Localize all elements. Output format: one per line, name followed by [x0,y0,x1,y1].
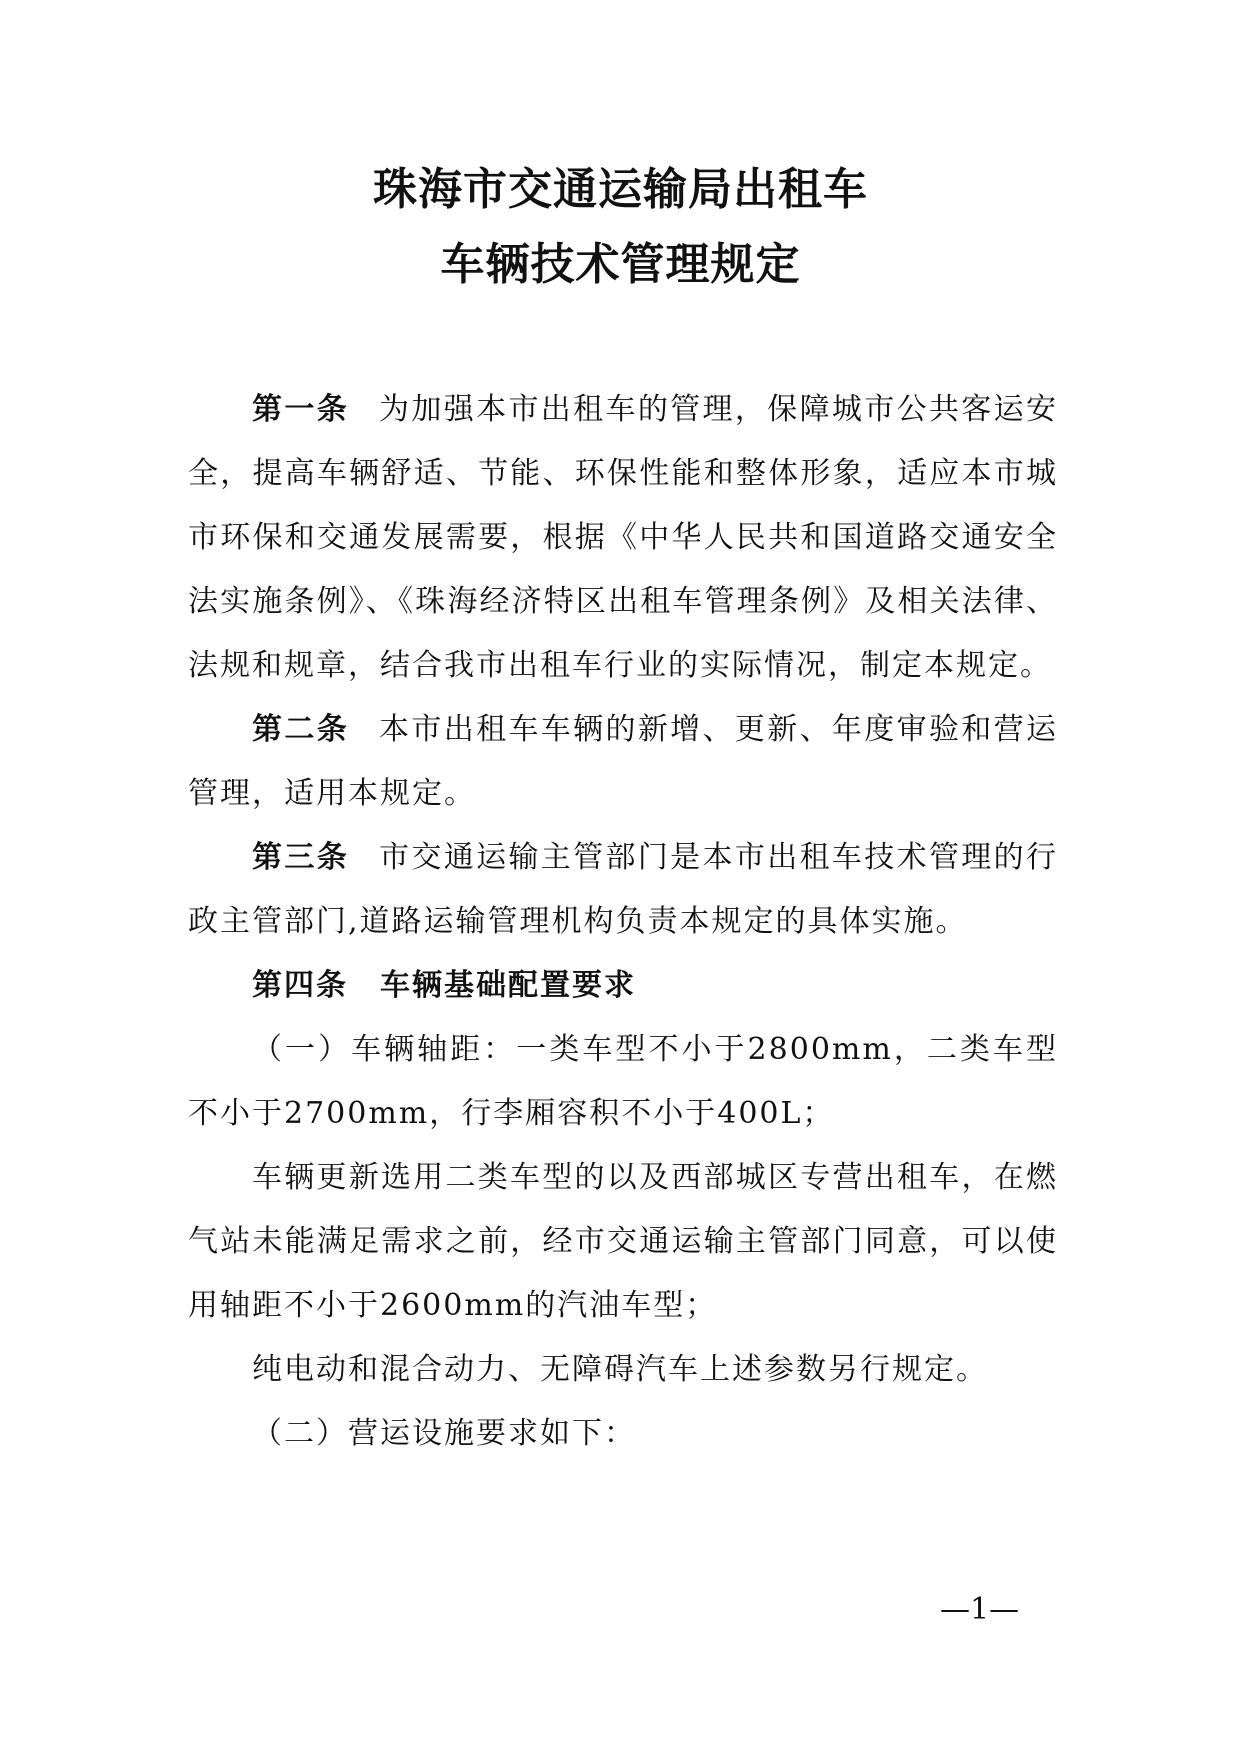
article-2-text: 本市出租车车辆的新增、更新、年度审验和营运管理，适用本规定。 [188,712,1059,811]
article-4-item-2: （二）营运设施要求如下： [252,1416,636,1451]
article-3 [188,826,1058,954]
article-1 [188,378,1058,698]
document-body [188,378,1058,1466]
article-3-text: 市交通运输主管部门是本市出租车技术管理的行政主管部门,道路运输管理机构负责本规定的具体实施。 [188,840,1059,939]
document-title-line-1: 珠海市交通运输局出租车 [373,164,868,215]
article-4-heading: 第四条 车辆基础配置要求 [252,968,636,1003]
article-3-heading: 第三条 [252,840,350,875]
document-title-line-2: 车辆技术管理规定 [440,239,801,290]
article-2-heading: 第二条 [252,712,350,747]
page-number: —1— [940,1592,1020,1627]
article-2 [188,698,1058,826]
article-4-item-1: （一）车辆轴距：一类车型不小于2800mm，二类车型不小于2700mm，行李厢容积不小于400L； [188,1032,1058,1131]
article-4-item-1-ev-note: 纯电动和混合动力、无障碍汽车上述参数另行规定。 [252,1352,988,1387]
article-4-item-1-note: 车辆更新选用二类车型的以及西部城区专营出租车，在燃气站未能满足需求之前，经市交通运输主管部门同意，可以使用轴距不小于2600mm的汽油车型； [188,1160,1058,1323]
article-1-text: 为加强本市出租车的管理，保障城市公共客运安全，提高车辆舒适、节能、环保性能和整体形象，适应本市城市环保和交通发展需要，根据《中华人民共和国道路交通安全法实施条例》、《珠海经济特区出租车管理条例》及相关法律、法规和规章，结合我市出租车行业的实际情况，制定本规定。 [188,392,1059,683]
article-1-heading: 第一条 [252,392,350,427]
